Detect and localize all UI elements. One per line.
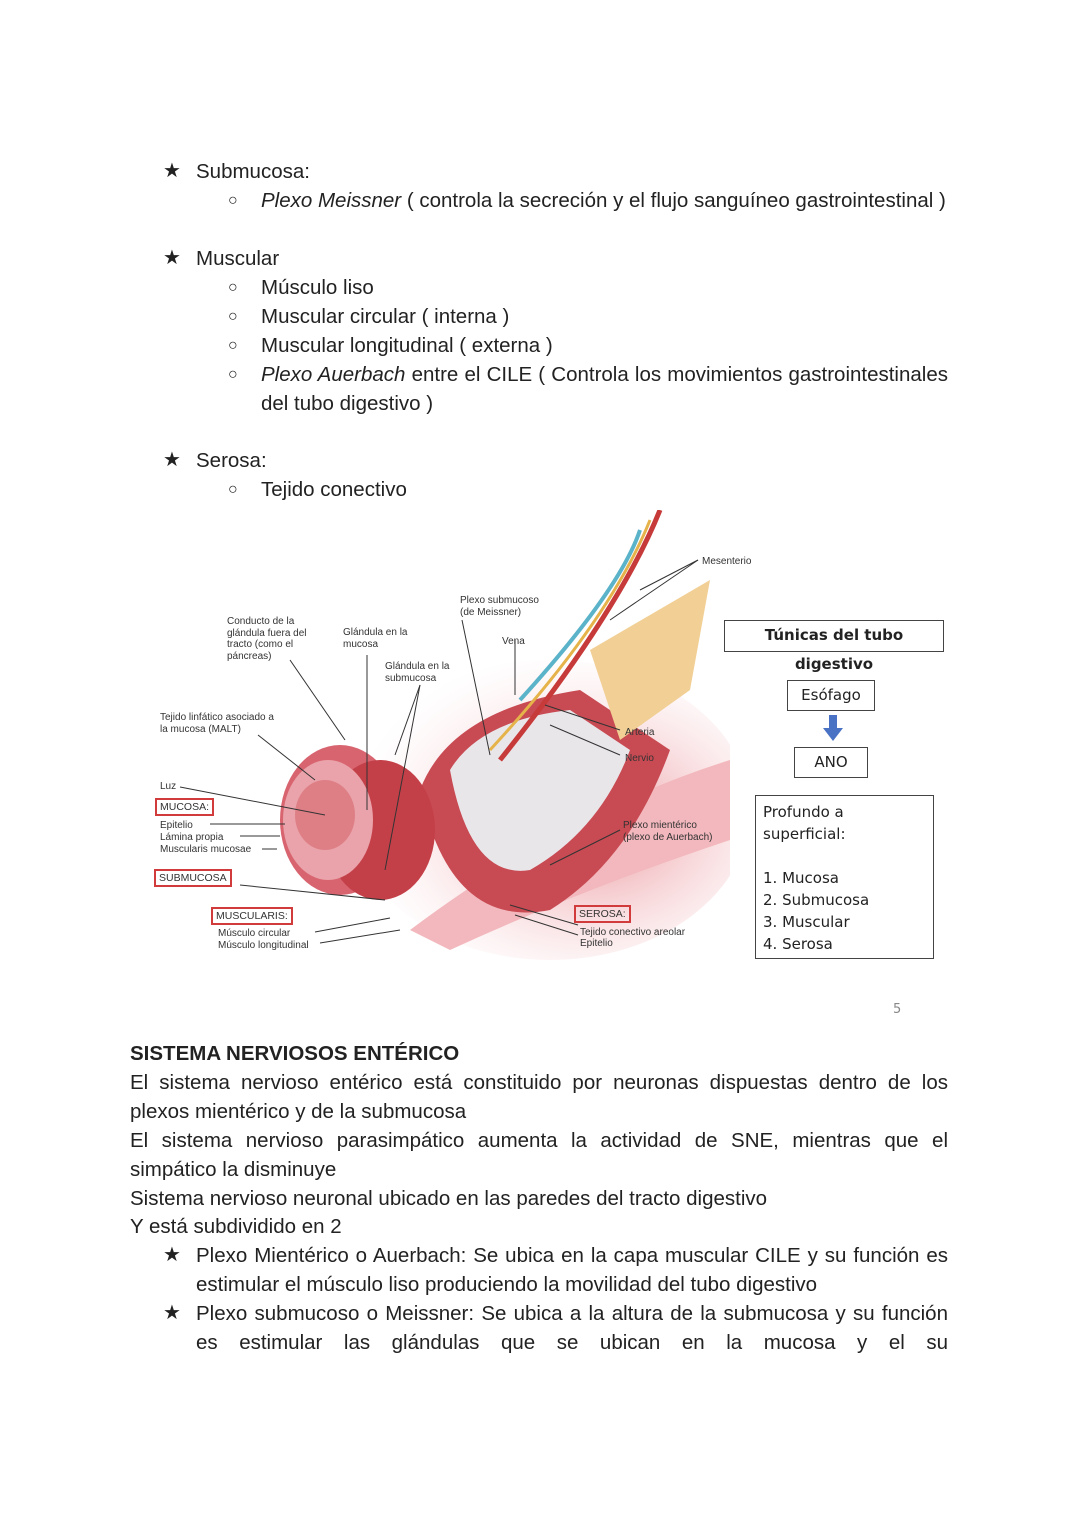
label-glandula-mucosa: Glándula en la mucosa [343,627,408,650]
list-item: Plexo Mientérico o Auerbach: Se ubica en la capa muscular CILE y su función es estimular el músculo liso produciendo la movilidad del tubo digestivo [196,1244,948,1296]
star-bullet: ★ [163,1244,181,1266]
circle-bullet: ○ [228,308,238,325]
label-lamina-propia: Lámina propia [160,832,224,843]
ano-box: ANO [794,747,868,778]
circle-bullet: ○ [228,279,238,296]
list-heading: Submucosa: [196,160,310,183]
circle-bullet: ○ [228,366,238,383]
circle-bullet: ○ [228,192,238,209]
star-bullet: ★ [163,1302,181,1324]
order-box [755,795,934,959]
label-arteria: Arteria [625,727,655,738]
item-text: ( controla la secreción y el flujo sanguíneo gastrointestinal ) [401,189,946,212]
arrow-down-icon [823,715,843,743]
circle-bullet: ○ [228,337,238,354]
list-item: Muscular circular ( interna ) [261,305,510,328]
paragraph: El sistema nervioso parasimpático aumenta la actividad de SNE, mientras que el simpático la disminuye [130,1129,948,1181]
label-plexo-mienterico: Plexo mientérico (plexo de Auerbach) [623,820,713,843]
label-epitelio-serosa: Epitelio [580,938,613,949]
list-heading: Muscular [196,247,280,270]
list-item: Tejido conectivo [261,478,407,501]
label-nervio: Nervio [625,753,654,764]
item-text: entre el CILE ( Controla los movimientos gastrointestinales del tubo digestivo ) [261,363,948,415]
label-tejido-areolar: Tejido conectivo areolar [580,927,686,938]
order-item: 4. Serosa [763,935,833,953]
list-item [261,360,948,418]
label-glandula-submucosa: Glándula en la submucosa [385,661,450,684]
label-vena: Vena [502,636,525,647]
order-item: 3. Muscular [763,913,850,931]
list-item: Músculo liso [261,276,374,299]
label-muscularis-mucosae: Muscularis mucosae [160,844,252,855]
tunicas-title-box: Túnicas del tubo digestivo [724,620,944,652]
star-bullet: ★ [163,247,181,269]
label-serosa: SEROSA: [574,905,631,923]
italic-term: Plexo Meissner [261,189,402,212]
label-luz: Luz [160,781,177,792]
list-heading: Serosa: [196,449,267,472]
paragraph: El sistema nervioso entérico está constituido por neuronas dispuestas dentro de los plexos mientérico y de la submucosa [130,1071,948,1123]
paragraph: Y está subdividido en 2 [130,1215,342,1238]
star-bullet: ★ [163,449,181,471]
label-plexo-submucoso: Plexo submucoso (de Meissner) [460,595,539,618]
label-musculo-circular: Músculo circular [218,928,291,939]
order-title: Profundo a superficial: [763,803,846,843]
label-malt: Tejido linfático asociado a la mucosa (MALT) [160,712,274,735]
order-item: 1. Mucosa [763,869,839,887]
list-item [261,186,948,215]
label-musculo-longitudinal: Músculo longitudinal [218,940,309,951]
label-epitelio: Epitelio [160,820,193,831]
esofago-box: Esófago [787,680,875,711]
italic-term: Plexo Auerbach [261,363,406,386]
list-item: Plexo submucoso o Meissner: Se ubica a la altura de la submucosa y su función es estimular las glándulas que se ubican en la mucosa y el su [196,1302,948,1354]
label-conducto: Conducto de la glándula fuera del tracto (como el páncreas) [227,616,307,662]
label-mesenterio: Mesenterio [702,556,752,567]
order-item: 2. Submucosa [763,891,870,909]
label-mucosa: MUCOSA: [155,798,214,816]
circle-bullet: ○ [228,481,238,498]
label-muscularis: MUSCULARIS: [211,907,293,925]
list-item: Muscular longitudinal ( externa ) [261,334,553,357]
paragraph: Sistema nervioso neuronal ubicado en las paredes del tracto digestivo [130,1187,768,1210]
label-submucosa: SUBMUCOSA [154,869,232,887]
section-heading: SISTEMA NERVIOSOS ENTÉRICO [130,1042,460,1065]
page-number: 5 [893,1002,902,1017]
star-bullet: ★ [163,160,181,182]
